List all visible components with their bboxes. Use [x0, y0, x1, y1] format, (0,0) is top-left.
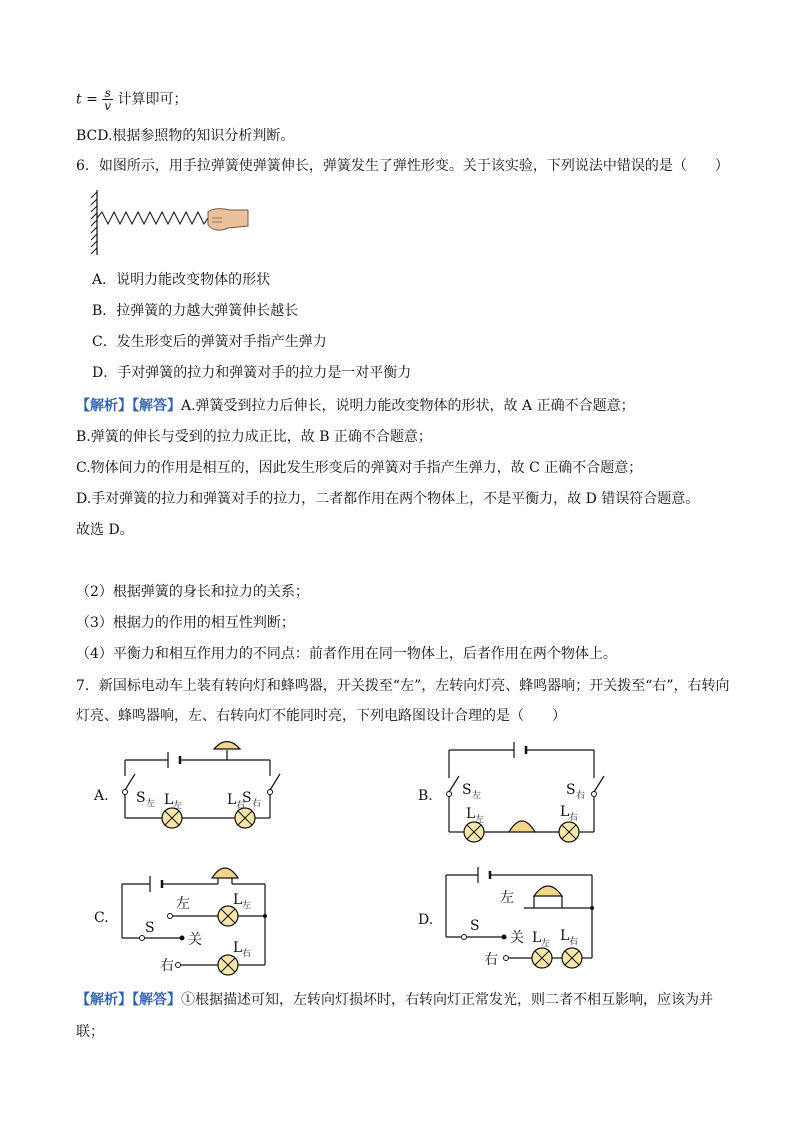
c-off: 关: [188, 932, 202, 948]
answer-line-2: B.弹簧的伸长与受到的拉力成正比，故 B 正确不合题意；: [76, 429, 432, 445]
b-l-left-sub: 左: [475, 815, 485, 825]
switch-right-icon: [592, 776, 605, 797]
tag-analysis-2: 【解析】: [76, 992, 132, 1008]
b-l-right: L: [560, 804, 570, 820]
bulb-left-icon: [464, 822, 484, 842]
spring-coil: [97, 212, 208, 224]
bulb-left-icon: [162, 808, 182, 828]
b-s-left-sub: 左: [472, 791, 482, 801]
d-l2: L: [560, 928, 570, 944]
formula-eq: =: [86, 91, 98, 108]
circuit-a-label: A.: [94, 788, 109, 804]
bulb-right-icon: [559, 822, 579, 842]
answer-line-5: 故选 D。: [76, 522, 134, 538]
answer-line-4: D.手对弹簧的拉力和弹簧对手的拉力，二者都作用在两个物体上，不是平衡力，故 D 错误符合题意。: [76, 491, 700, 507]
c-s: S: [145, 920, 155, 936]
battery-icon: [478, 867, 490, 883]
b-l-left: L: [466, 806, 476, 822]
answer-7-text: ①根据描述可知，左转向灯损坏时，右转向灯正常发光，则二者不相互影响，应该为并: [181, 992, 713, 1008]
a-l-right-sub: 右: [236, 801, 246, 811]
c-left: 左: [176, 896, 190, 912]
switch-right-icon: [268, 774, 281, 795]
bulb-right-icon: [235, 808, 255, 828]
question-7-line-2: 灯亮、蜂鸣器响，左、右转向灯不能同时亮，下列电路图设计合理的是（ ）: [76, 708, 566, 724]
battery-icon: [168, 752, 180, 768]
battery-icon: [514, 742, 526, 758]
circuit-d: [414, 858, 644, 983]
b-s-left: S: [462, 782, 472, 798]
d-junction: [590, 906, 594, 910]
frac-num: s: [102, 87, 113, 100]
a-s-right: S: [242, 790, 252, 806]
buzzer-icon: [534, 886, 562, 896]
q6-option-c: C．发生形变后的弹簧对手指产生弹力: [92, 334, 327, 350]
c-junction: [263, 914, 267, 918]
spring-figure: [88, 188, 258, 258]
note-2: （2）根据弹簧的身长和拉力的关系；: [76, 584, 309, 600]
answer-7-line-1: [76, 990, 713, 1010]
note-4: （4）平衡力和相互作用力的不同点：前者作用在同一物体上，后者作用在两个物体上。: [76, 646, 617, 662]
answer-a: A.弹簧受到拉力后伸长，说明力能改变物体的形状，故 A 正确不合题意；: [181, 398, 635, 414]
formula-var: t: [76, 91, 82, 108]
d-off: 关: [510, 930, 524, 946]
b-l-right-sub: 右: [569, 813, 579, 823]
c-l-bot-sub: 右: [242, 949, 252, 959]
buzzer-icon: [509, 821, 535, 832]
b-s-right-sub: 右: [576, 791, 586, 801]
bulb-bottom-icon: [218, 955, 238, 975]
buzzer-icon: [212, 868, 238, 878]
circuit-c: [90, 852, 320, 982]
d-l1: L: [532, 930, 542, 946]
q6-option-a: A．说明力能改变物体的形状: [92, 272, 271, 288]
answer-line-1: [76, 396, 635, 416]
a-l-left: L: [164, 792, 174, 808]
question-6: 6．如图所示，用手拉弹簧使弹簧伸长，弹簧发生了弹性形变。关于该实验，下列说法中错误的是（ ）: [76, 158, 729, 174]
circuit-b: [414, 738, 644, 848]
frac-den: v: [104, 99, 112, 113]
q6-option-d: D．手对弹簧的拉力和弹簧对手的拉力是一对平衡力: [92, 365, 412, 381]
a-l-right: L: [227, 792, 237, 808]
d-l1-sub: 左: [541, 939, 551, 949]
circuit-b-label: B.: [418, 788, 433, 804]
d-s: S: [470, 918, 480, 934]
formula-line: [76, 87, 188, 112]
d-right: 右: [484, 952, 498, 968]
d-l2-sub: 右: [569, 937, 579, 947]
c-l-top-sub: 左: [242, 901, 252, 911]
d-left: 左: [500, 890, 514, 906]
bulb-1-icon: [532, 948, 552, 968]
tag-answer-2: 【解答】: [132, 992, 181, 1008]
a-s-right-sub: 右: [252, 799, 262, 809]
a-l-left-sub: 左: [173, 801, 183, 811]
buzzer-icon: [214, 742, 240, 750]
a-s-left-sub: 左: [146, 799, 156, 809]
formula-fraction: [102, 87, 113, 112]
switch-left-icon: [447, 776, 460, 797]
circuit-a: [90, 728, 320, 853]
wall-hatch: [91, 192, 97, 254]
answer-line-3: C.物体间力的作用是相互的，因此发生形变后的弹簧对手指产生弹力，故 C 正确不合题意；: [76, 460, 643, 476]
c-l-top: L: [233, 892, 243, 908]
question-7-line-1: 7．新国标电动车上装有转向灯和蜂鸣器，开关拨至“左”，左转向灯亮、蜂鸣器响；开关拨至“右”，右转向: [76, 678, 730, 694]
switch-left-icon: [123, 774, 136, 795]
a-s-left: S: [136, 790, 146, 806]
formula-text: 计算即可；: [117, 91, 188, 108]
answer-7-line-2: 联；: [76, 1024, 104, 1040]
hand-icon: [208, 209, 248, 230]
bulb-top-icon: [218, 906, 238, 926]
b-s-right: S: [566, 782, 576, 798]
c-l-bot: L: [233, 940, 243, 956]
q6-option-b: B．拉弹簧的力越大弹簧伸长越长: [92, 303, 299, 319]
c-right: 右: [160, 958, 174, 974]
tag-analysis: 【解析】: [76, 398, 132, 414]
circuit-d-label: D.: [418, 912, 434, 928]
bulb-2-icon: [562, 948, 582, 968]
note-3: （3）根据力的作用的相互性判断；: [76, 615, 295, 631]
circuit-c-label: C.: [94, 910, 109, 926]
tag-answer: 【解答】: [132, 398, 181, 414]
line-bcd: BCD.根据参照物的知识分析判断。: [76, 128, 295, 144]
battery-icon: [150, 876, 162, 892]
